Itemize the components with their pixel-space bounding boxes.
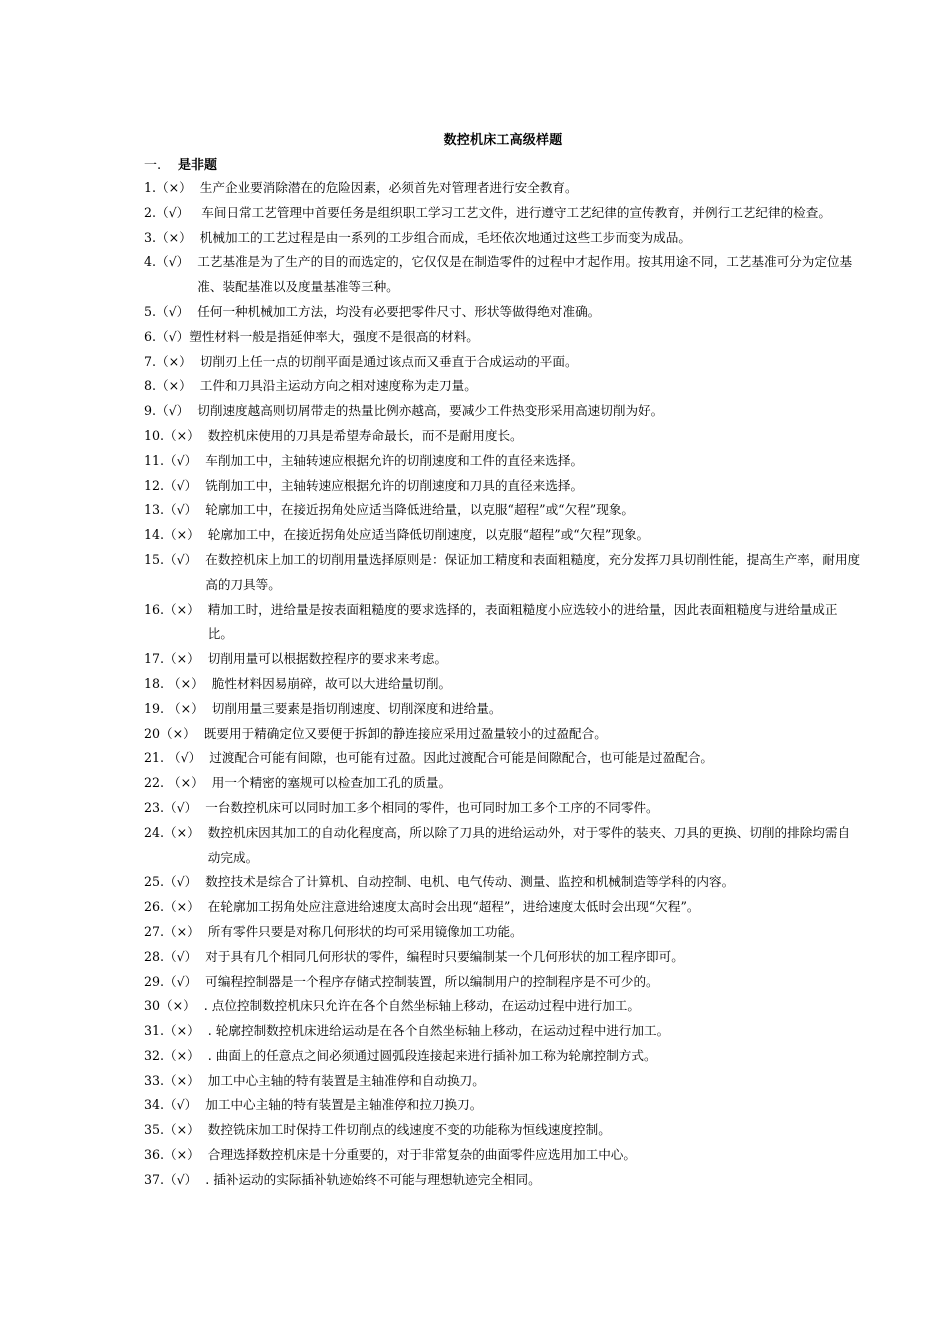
section-number: 一. xyxy=(144,158,162,173)
question-item xyxy=(144,697,862,722)
document-title: 数控机床工高级样题 xyxy=(443,133,563,148)
question-mark: 26.（×） xyxy=(144,899,208,915)
question-mark: 20（×） xyxy=(144,725,204,741)
question-mark: 1.（×） xyxy=(144,180,200,195)
question-text: 精加工时，进给量是按表面粗糙度的要求选择的，表面粗糙度小应选较小的进给量，因此表面粗糙度与进给量成正比。 xyxy=(207,601,838,642)
question-mark: 24.（×） xyxy=(144,824,208,840)
question-text: 轮廓加工中，在接近拐角处应适当降低切削速度，以克服“超程”或“欠程”现象。 xyxy=(207,527,650,543)
question-item xyxy=(144,300,862,325)
question-text: 数控机床因其加工的自动化程度高，所以除了刀具的进给运动外，对于零件的装夹、刀具的更换、切削的排除均需自动完成。 xyxy=(207,824,851,865)
question-mark: 7.（×） xyxy=(144,353,200,369)
section-label: 是非题 xyxy=(178,158,218,173)
question-text: 所有零件只要是对称几何形状的均可采用镜像加工功能。 xyxy=(207,923,523,939)
question-item xyxy=(144,870,862,895)
question-mark: 13.（√） xyxy=(144,502,206,518)
question-item xyxy=(144,821,862,871)
question-mark: 6.（√） xyxy=(144,328,190,344)
question-item xyxy=(144,672,862,697)
question-mark: 9.（√） xyxy=(144,403,198,419)
question-mark: 22. （×） xyxy=(144,775,212,791)
question-item xyxy=(144,771,862,796)
question-item xyxy=(144,350,862,375)
question-item xyxy=(144,226,862,251)
question-item xyxy=(144,201,862,226)
question-text: 数控技术是综合了计算机、自动控制、电机、电气传动、测量、监控和机械制造等学科的内容。 xyxy=(205,874,735,890)
question-text: 塑性材料一般是指延伸率大，强度不是很高的材料。 xyxy=(189,328,479,344)
question-text: 切削速度越高则切屑带走的热量比例亦越高，要减少工件热变形采用高速切削为好。 xyxy=(197,403,664,419)
question-text: 工艺基准是为了生产的目的而选定的，它仅仅是在制造零件的过程中才起作用。按其用途不同，工艺基准可分为定位基准、装配基准以及度量基准等三种。 xyxy=(197,254,853,295)
question-item xyxy=(144,945,862,970)
question-text: 切削用量可以根据数控程序的要求来考虑。 xyxy=(207,651,448,667)
question-text: 工件和刀具沿主运动方向之相对速度称为走刀量。 xyxy=(199,378,477,394)
question-mark: 36.（×） xyxy=(144,1147,208,1163)
question-item xyxy=(144,250,862,300)
question-text: 轮廓加工中，在接近拐角处应适当降低进给量，以克服“超程”或“欠程”现象。 xyxy=(205,502,635,518)
question-text: 对于具有几个相同几何形状的零件，编程时只要编制某一个几何形状的加工程序即可。 xyxy=(205,948,684,964)
question-item xyxy=(144,374,862,399)
question-item xyxy=(144,920,862,945)
question-mark: 25.（√） xyxy=(144,874,206,890)
question-item xyxy=(144,1044,862,1069)
question-mark: 33.（×） xyxy=(144,1072,208,1088)
question-text: 合理选择数控机床是十分重要的，对于非常复杂的曲面零件应选用加工中心。 xyxy=(207,1147,636,1163)
question-item xyxy=(144,424,862,449)
question-text: 生产企业要消除潜在的危险因素，必须首先对管理者进行安全教育。 xyxy=(199,180,578,195)
question-mark: 10.（×） xyxy=(144,427,208,443)
question-mark: 31.（×） xyxy=(144,1023,208,1039)
question-mark: 30（×） xyxy=(144,998,204,1014)
question-text: 既要用于精确定位又要便于拆卸的静连接应采用过盈量较小的过盈配合。 xyxy=(203,725,607,741)
question-mark: 32.（×） xyxy=(144,1047,208,1063)
question-mark: 34.（√） xyxy=(144,1097,206,1113)
question-item xyxy=(144,994,862,1019)
question-list xyxy=(144,176,862,1193)
question-mark: 37.（√） xyxy=(144,1171,206,1187)
section-heading xyxy=(144,154,217,173)
question-mark: 27.（×） xyxy=(144,923,208,939)
question-item xyxy=(144,895,862,920)
question-mark: 19. （×） xyxy=(144,700,212,716)
question-item xyxy=(144,498,862,523)
question-mark: 11.（√） xyxy=(144,452,206,468)
question-mark: 2.（√） xyxy=(144,204,202,220)
question-item xyxy=(144,399,862,424)
question-item xyxy=(144,548,862,598)
question-text: 铣削加工中，主轴转速应根据允许的切削速度和刀具的直径来选择。 xyxy=(205,477,584,493)
question-mark: 4.（√） xyxy=(144,254,198,270)
question-mark: 17.（×） xyxy=(144,651,208,667)
question-mark: 3.（×） xyxy=(144,229,200,245)
question-item xyxy=(144,325,862,350)
question-item xyxy=(144,796,862,821)
question-mark: 5.（√） xyxy=(144,303,198,319)
question-item xyxy=(144,647,862,672)
question-text: 切削用量三要素是指切削速度、切削深度和进给量。 xyxy=(211,700,502,716)
question-mark: 8.（×） xyxy=(144,378,200,394)
question-text: . 点位控制数控机床只允许在各个自然坐标轴上移动，在运动过程中进行加工。 xyxy=(203,998,640,1014)
question-mark: 28.（√） xyxy=(144,948,206,964)
question-text: 脆性材料因易崩碎，故可以大进给量切削。 xyxy=(211,675,452,691)
question-item xyxy=(144,1118,862,1143)
question-text: 加工中心主轴的特有装置是主轴准停和自动换刀。 xyxy=(207,1072,485,1088)
question-mark: 14.（×） xyxy=(144,527,208,543)
question-item xyxy=(144,1143,862,1168)
question-text: 数控铣床加工时保持工件切削点的线速度不变的功能称为恒线速度控制。 xyxy=(207,1122,611,1138)
question-text: 数控机床使用的刀具是希望寿命最长，而不是耐用度长。 xyxy=(207,427,523,443)
question-text: 任何一种机械加工方法，均没有必要把零件尺寸、形状等做得绝对准确。 xyxy=(197,303,601,319)
question-text: 切削刃上任一点的切削平面是通过该点而又垂直于合成运动的平面。 xyxy=(199,353,578,369)
question-text: 用一个精密的塞规可以检查加工孔的质量。 xyxy=(211,775,452,791)
question-text: 可编程控制器是一个程序存储式控制装置，所以编制用户的控制程序是不可少的。 xyxy=(205,973,659,989)
question-text: 在数控机床上加工的切削用量选择原则是：保证加工精度和表面粗糙度，充分发挥刀具切削性能，提高生产率，耐用度高的刀具等。 xyxy=(205,551,861,592)
question-item xyxy=(144,1069,862,1094)
question-text: 一台数控机床可以同时加工多个相同的零件，也可同时加工多个工序的不同零件。 xyxy=(205,799,659,815)
question-mark: 15.（√） xyxy=(144,551,206,567)
question-text: 车间日常工艺管理中首要任务是组织职工学习工艺文件，进行遵守工艺纪律的宣传教育，并例行工艺纪律的检查。 xyxy=(201,204,831,220)
question-mark: 16.（×） xyxy=(144,601,208,617)
question-item xyxy=(144,1168,862,1193)
question-item xyxy=(144,1093,862,1118)
question-item xyxy=(144,449,862,474)
question-item xyxy=(144,746,862,771)
question-item xyxy=(144,970,862,995)
question-mark: 18. （×） xyxy=(144,675,212,691)
question-item xyxy=(144,722,862,747)
question-item xyxy=(144,474,862,499)
question-text: 在轮廓加工拐角处应注意进给速度太高时会出现“超程”，进给速度太低时会出现“欠程”。 xyxy=(207,899,700,915)
question-mark: 35.（×） xyxy=(144,1122,208,1138)
question-text: 过渡配合可能有间隙，也可能有过盈。因此过渡配合可能是间隙配合，也可能是过盈配合。 xyxy=(209,750,714,766)
question-text: . 轮廓控制数控机床进给运动是在各个自然坐标轴上移动，在运动过程中进行加工。 xyxy=(207,1023,670,1039)
question-mark: 29.（√） xyxy=(144,973,206,989)
question-text: 加工中心主轴的特有装置是主轴准停和拉刀换刀。 xyxy=(205,1097,483,1113)
question-mark: 12.（√） xyxy=(144,477,206,493)
question-text: 机械加工的工艺过程是由一系列的工步组合而成，毛坯依次地通过这些工步而变为成品。 xyxy=(199,229,691,245)
question-text: 车削加工中，主轴转速应根据允许的切削速度和工件的直径来选择。 xyxy=(205,452,584,468)
question-text: . 曲面上的任意点之间必须通过圆弧段连接起来进行插补加工称为轮廓控制方式。 xyxy=(207,1047,657,1063)
question-item xyxy=(144,176,862,201)
question-item xyxy=(144,598,862,648)
question-item xyxy=(144,1019,862,1044)
question-mark: 21. （√） xyxy=(144,750,210,766)
question-mark: 23.（√） xyxy=(144,799,206,815)
question-item xyxy=(144,523,862,548)
question-text: . 插补运动的实际插补轨迹始终不可能与理想轨迹完全相同。 xyxy=(205,1171,541,1187)
